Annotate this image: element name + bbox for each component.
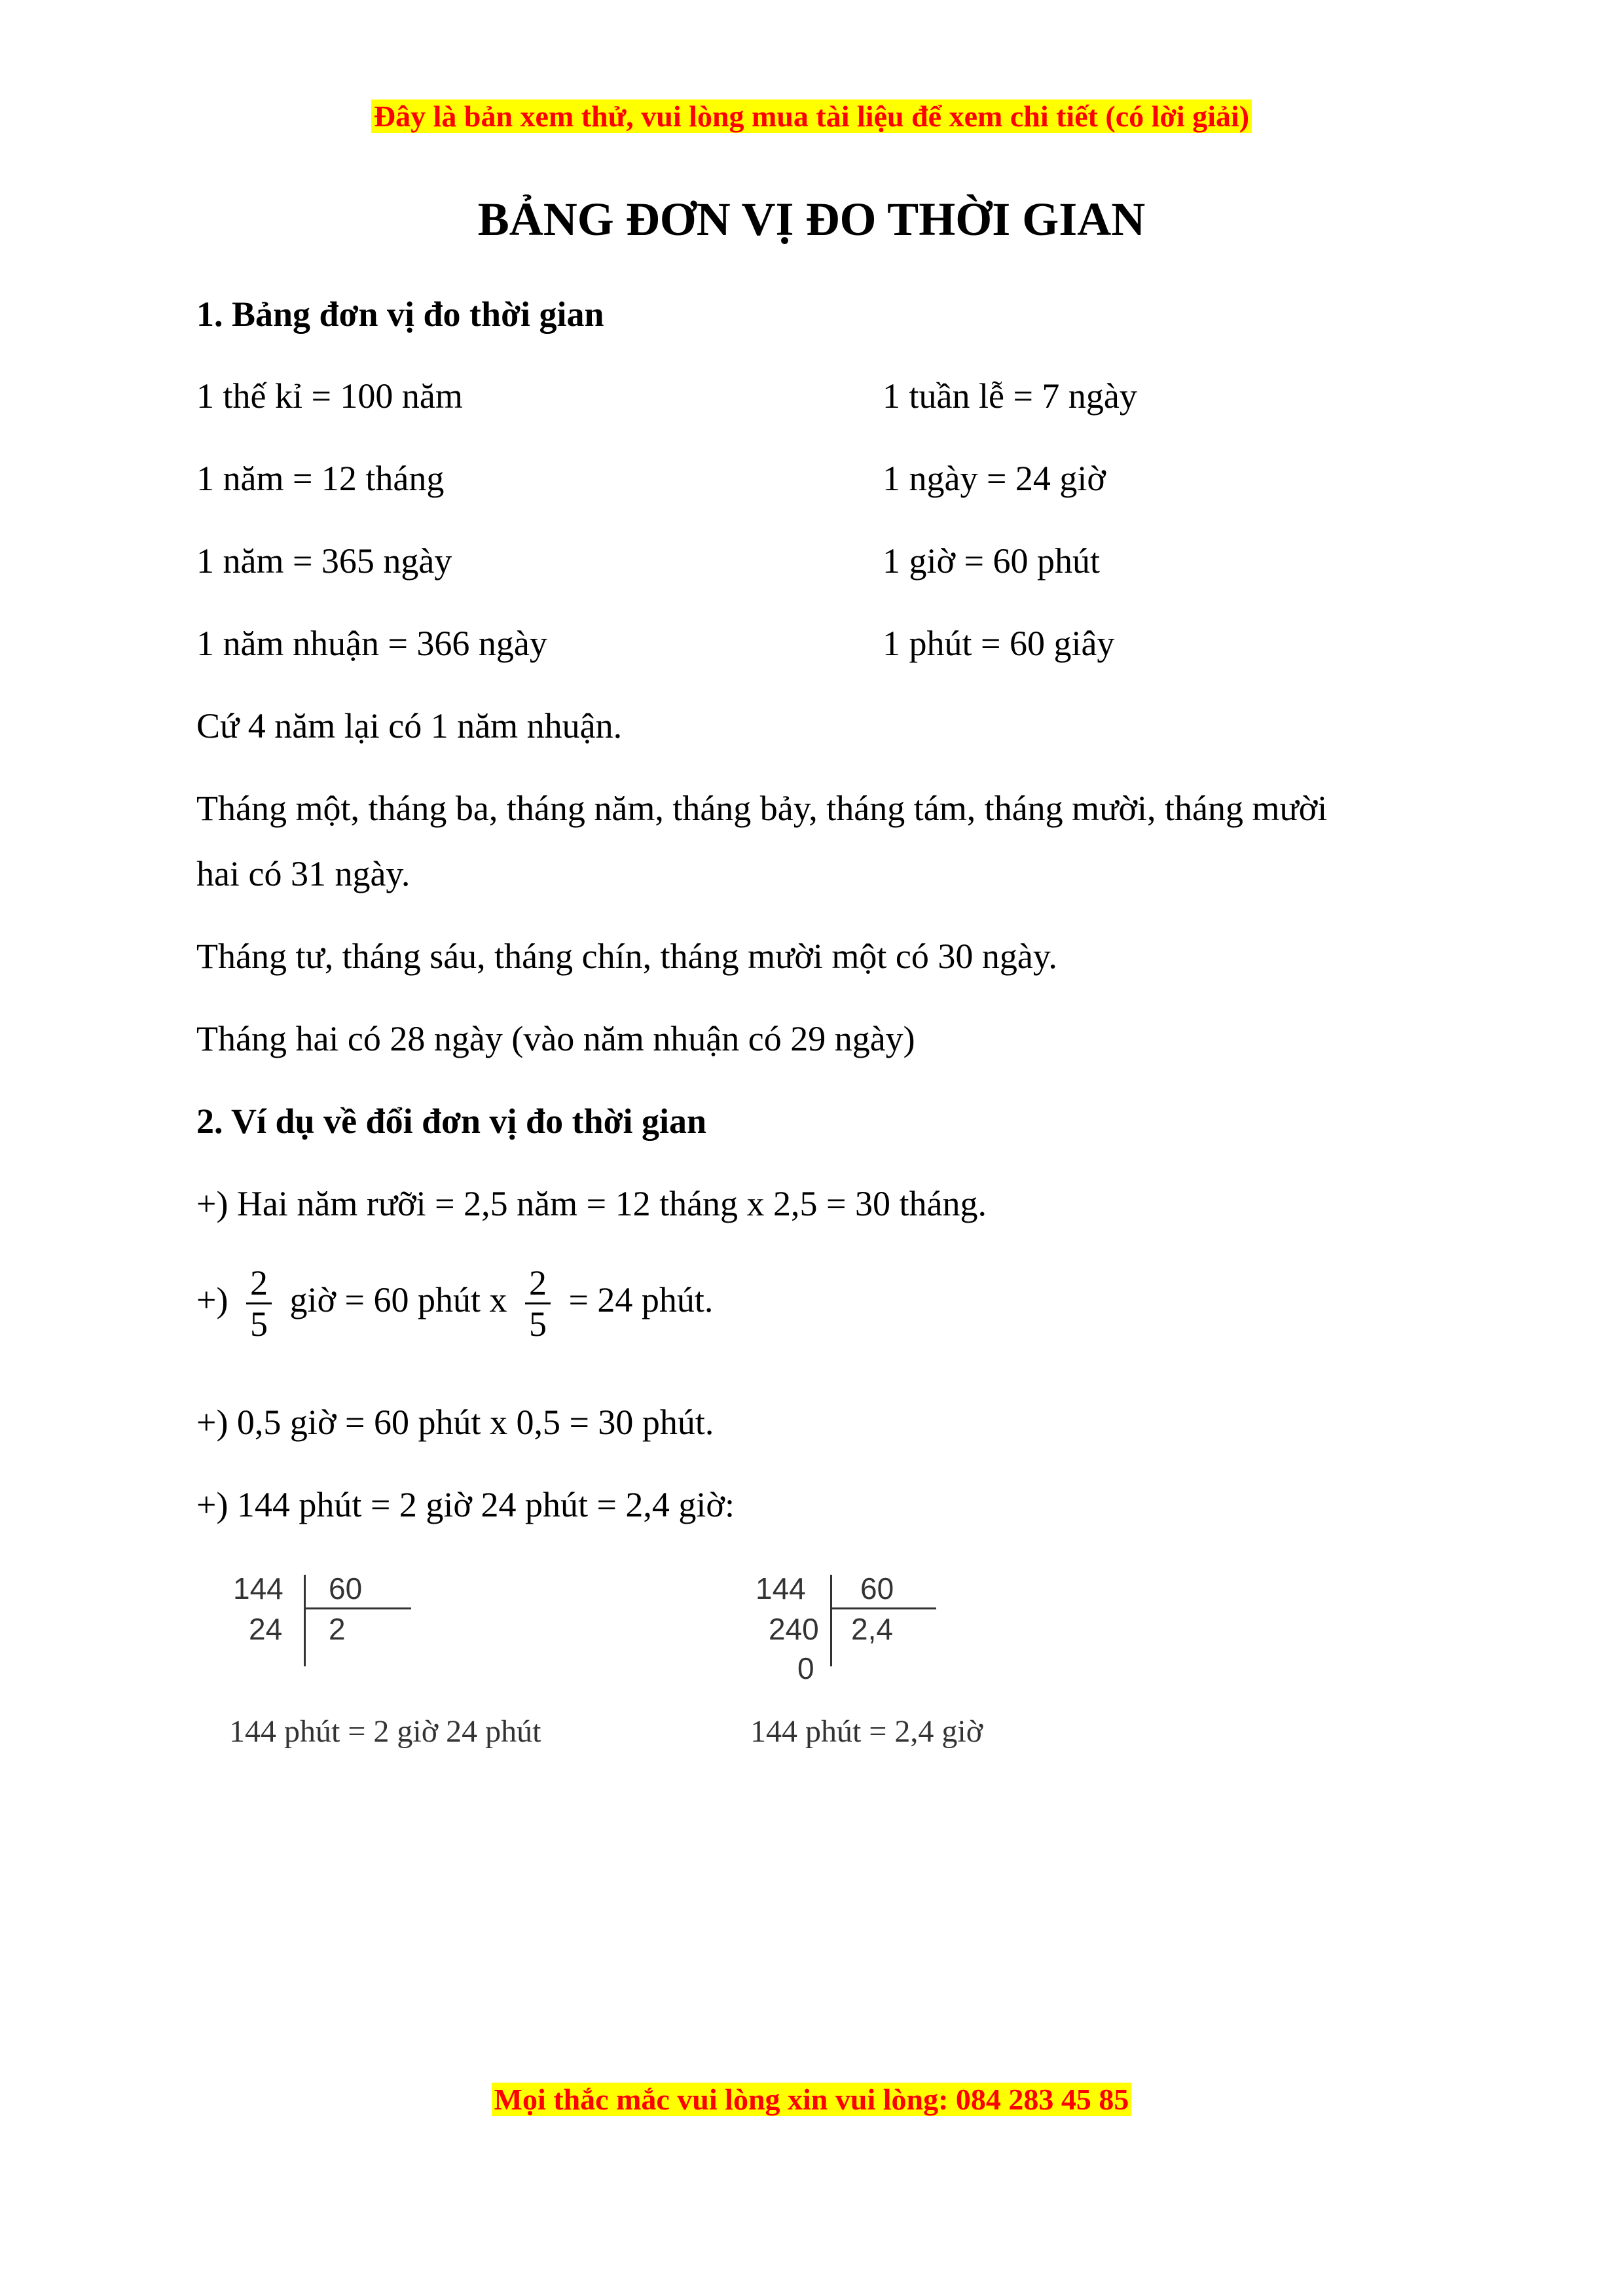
months-31-days-line2: hai có 31 ngày. (196, 854, 410, 893)
unit-row-3-left: 1 năm = 365 ngày (196, 541, 452, 581)
division-left-horizontal-line (304, 1607, 411, 1609)
division-left (229, 1571, 465, 1702)
section1-heading: 1. Bảng đơn vị đo thời gian (196, 295, 604, 334)
unit-row-1-right: 1 tuần lễ = 7 ngày (883, 376, 1137, 416)
division-left-remainder: 24 (249, 1612, 283, 1646)
section2-heading: 2. Ví dụ về đổi đơn vị đo thời gian (196, 1102, 707, 1141)
fraction-two-fifths-1 (246, 1263, 272, 1344)
division-left-dividend: 144 (233, 1571, 283, 1605)
example-2-prefix: +) (196, 1280, 228, 1319)
division-left-quotient: 2 (329, 1612, 346, 1646)
unit-row-1-left: 1 thế kỉ = 100 năm (196, 376, 463, 416)
fraction-denominator: 5 (528, 1304, 547, 1344)
division-left-divisor: 60 (329, 1571, 363, 1605)
example-2 (196, 1263, 713, 1344)
fraction-denominator: 5 (249, 1304, 268, 1344)
february-note: Tháng hai có 28 ngày (vào năm nhuận có 29 ngày) (196, 1019, 915, 1058)
unit-row-2-left: 1 năm = 12 tháng (196, 459, 445, 498)
leap-year-note: Cứ 4 năm lại có 1 năm nhuận. (196, 706, 623, 745)
unit-row-4-right: 1 phút = 60 giây (883, 624, 1115, 663)
example-2-middle: giờ = 60 phút x (289, 1280, 507, 1319)
division-left-vertical-line (304, 1575, 306, 1666)
division-right-caption: 144 phút = 2,4 giờ (750, 1714, 983, 1749)
division-right-step: 240 (769, 1612, 819, 1646)
fraction-numerator: 2 (525, 1263, 551, 1304)
division-right (752, 1571, 1000, 1702)
example-4: +) 144 phút = 2 giờ 24 phút = 2,4 giờ: (196, 1485, 735, 1524)
preview-notice-banner (0, 97, 1623, 136)
division-right-dividend: 144 (756, 1571, 806, 1605)
example-2-suffix: = 24 phút. (568, 1280, 714, 1319)
contact-banner-text: Mọi thắc mắc vui lòng xin vui lòng: 084 283 45 85 (492, 2083, 1132, 2116)
unit-row-2-right: 1 ngày = 24 giờ (883, 459, 1106, 498)
division-right-quotient: 2,4 (851, 1612, 893, 1646)
division-right-horizontal-line (830, 1607, 936, 1609)
division-right-divisor: 60 (860, 1571, 894, 1605)
months-31-days-line1: Tháng một, tháng ba, tháng năm, tháng bảy, tháng tám, tháng mười, tháng mười (196, 789, 1328, 828)
example-3: +) 0,5 giờ = 60 phút x 0,5 = 30 phút. (196, 1403, 714, 1442)
unit-row-3-right: 1 giờ = 60 phút (883, 541, 1101, 581)
example-1: +) Hai năm rưỡi = 2,5 năm = 12 tháng x 2,5 = 30 tháng. (196, 1184, 987, 1223)
division-left-caption: 144 phút = 2 giờ 24 phút (229, 1714, 541, 1749)
page-title: BẢNG ĐƠN VỊ ĐO THỜI GIAN (477, 193, 1146, 245)
fraction-two-fifths-2 (525, 1263, 551, 1344)
division-right-vertical-line (830, 1575, 832, 1666)
fraction-numerator: 2 (246, 1263, 272, 1304)
unit-row-4-left: 1 năm nhuận = 366 ngày (196, 624, 547, 663)
months-30-days-note: Tháng tư, tháng sáu, tháng chín, tháng mười một có 30 ngày. (196, 937, 1057, 976)
preview-notice-text: Đây là bản xem thử, vui lòng mua tài liệu để xem chi tiết (có lời giải) (371, 99, 1252, 133)
contact-banner (0, 2080, 1623, 2119)
division-right-remainder: 0 (797, 1651, 814, 1685)
